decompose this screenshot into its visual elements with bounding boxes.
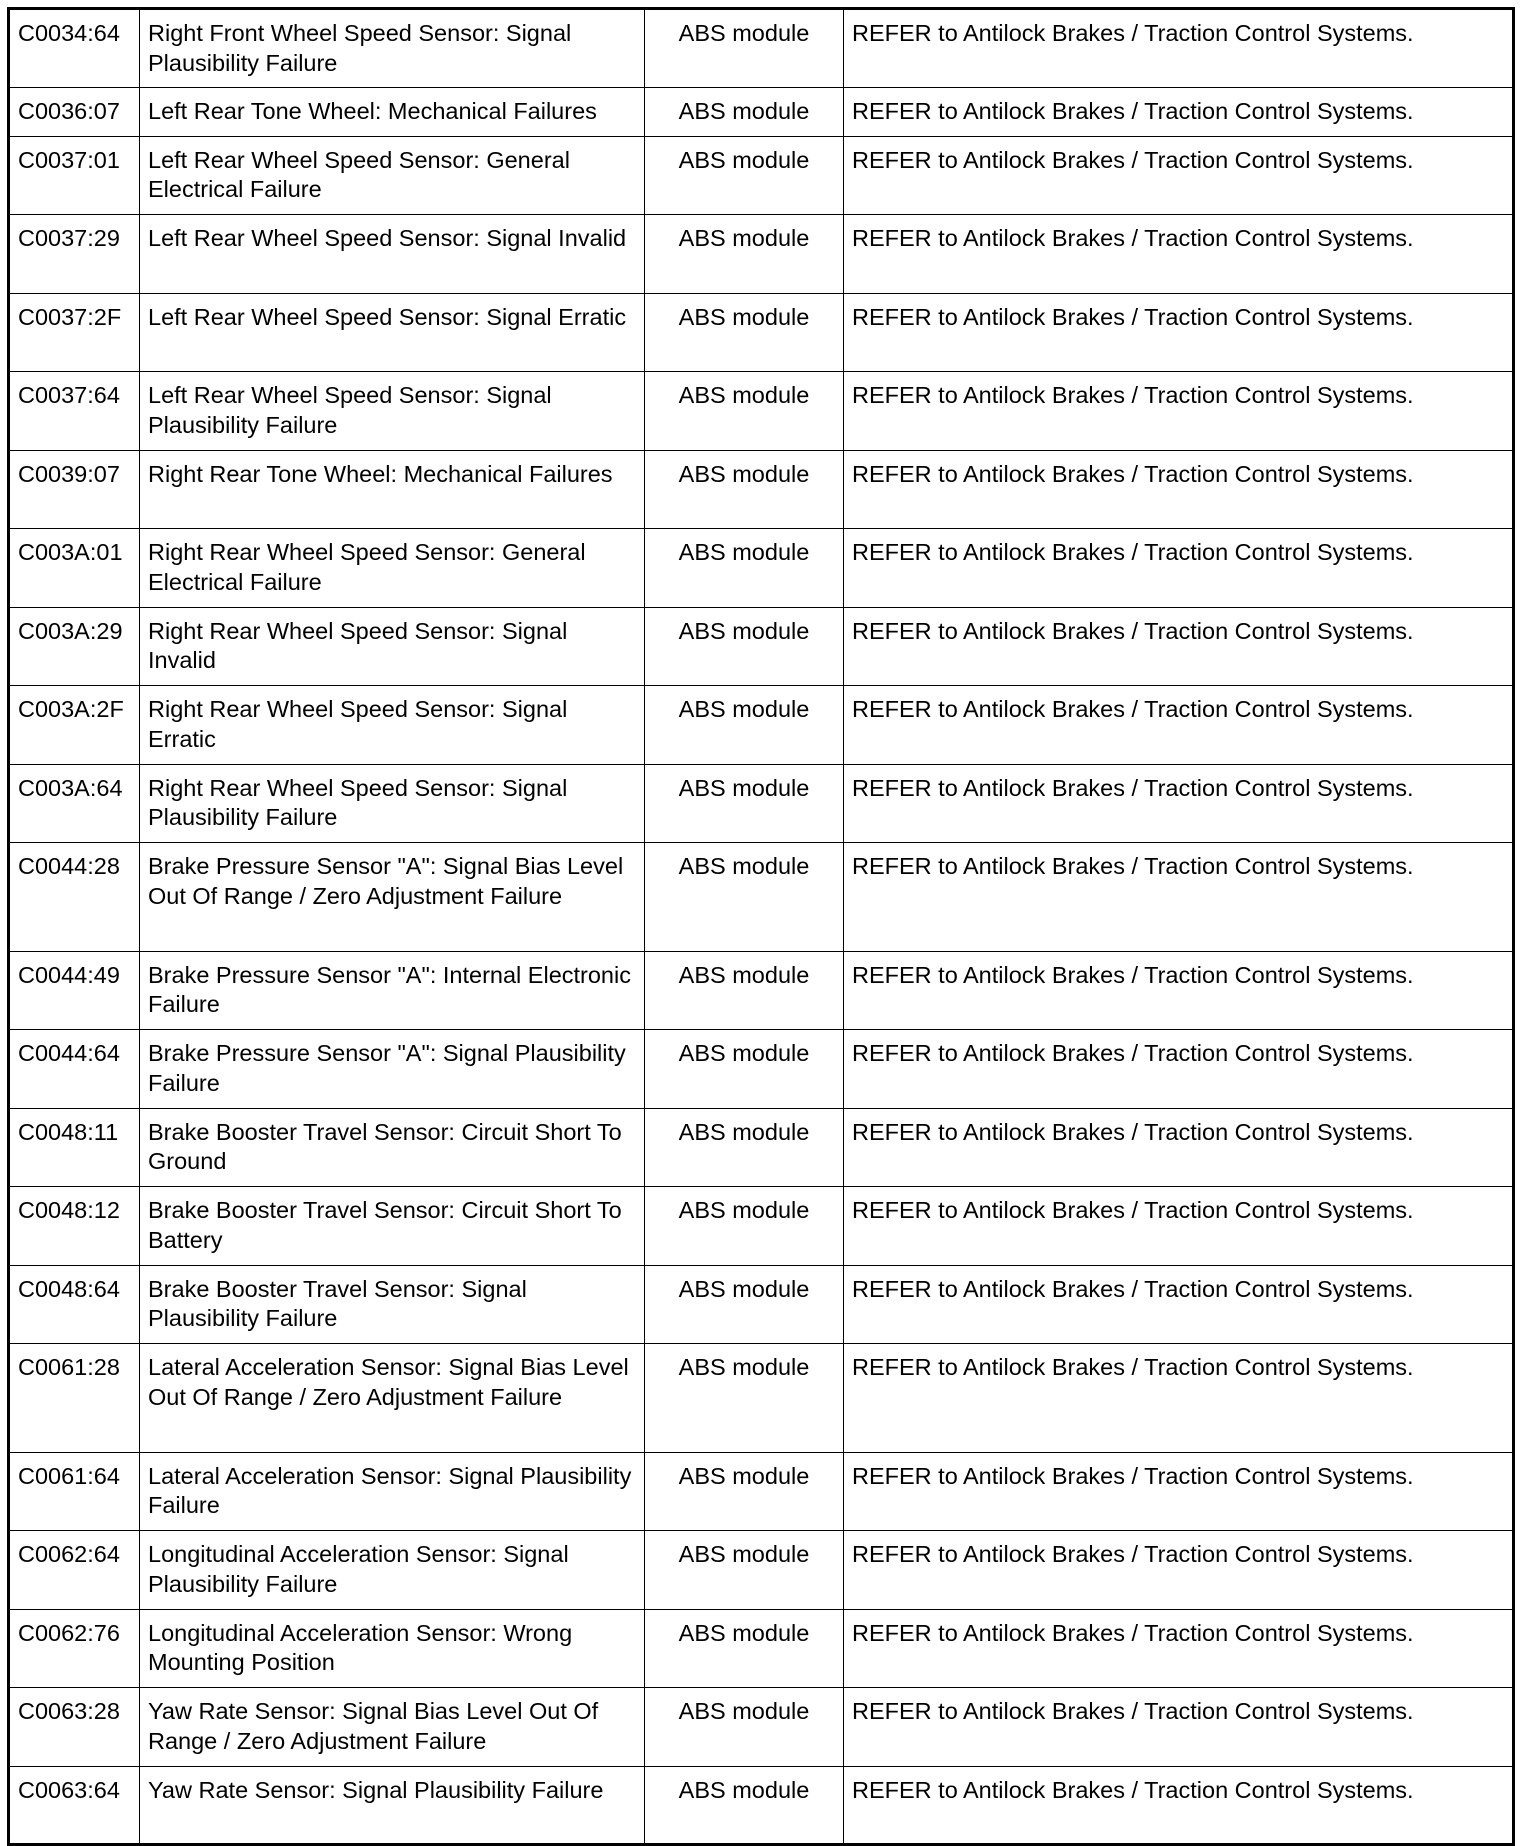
table-row: [9, 1531, 1514, 1610]
dtc-action-cell: REFER to Antilock Brakes / Traction Control Systems.: [844, 87, 1514, 136]
dtc-description-cell: Right Rear Wheel Speed Sensor: Signal Erratic: [140, 686, 645, 765]
dtc-description-cell: Right Rear Tone Wheel: Mechanical Failures: [140, 450, 645, 529]
table-row: [9, 1030, 1514, 1109]
dtc-code-cell: C0063:64: [9, 1766, 140, 1845]
dtc-module-cell: ABS module: [645, 1531, 844, 1610]
dtc-action-cell: REFER to Antilock Brakes / Traction Control Systems.: [844, 450, 1514, 529]
table-row: [9, 372, 1514, 451]
table-row: [9, 843, 1514, 952]
dtc-module-cell: ABS module: [645, 1187, 844, 1266]
dtc-description-cell: Left Rear Wheel Speed Sensor: Signal Invalid: [140, 215, 645, 294]
table-row: [9, 293, 1514, 372]
dtc-description-cell: Left Rear Wheel Speed Sensor: Signal Plausibility Failure: [140, 372, 645, 451]
dtc-description-cell: Lateral Acceleration Sensor: Signal Plausibility Failure: [140, 1452, 645, 1531]
dtc-module-cell: ABS module: [645, 293, 844, 372]
dtc-action-cell: REFER to Antilock Brakes / Traction Control Systems.: [844, 1108, 1514, 1187]
dtc-module-cell: ABS module: [645, 529, 844, 608]
dtc-description-cell: Longitudinal Acceleration Sensor: Signal Plausibility Failure: [140, 1531, 645, 1610]
dtc-module-cell: ABS module: [645, 1609, 844, 1688]
dtc-code-cell: C0034:64: [9, 9, 140, 88]
dtc-action-cell: REFER to Antilock Brakes / Traction Control Systems.: [844, 215, 1514, 294]
dtc-description-cell: Right Rear Wheel Speed Sensor: General Electrical Failure: [140, 529, 645, 608]
dtc-code-cell: C0062:64: [9, 1531, 140, 1610]
dtc-module-cell: ABS module: [645, 215, 844, 294]
dtc-description-cell: Right Front Wheel Speed Sensor: Signal Plausibility Failure: [140, 9, 645, 88]
dtc-action-cell: REFER to Antilock Brakes / Traction Control Systems.: [844, 951, 1514, 1030]
dtc-code-cell: C0036:07: [9, 87, 140, 136]
dtc-module-cell: ABS module: [645, 764, 844, 843]
table-row: [9, 1688, 1514, 1767]
dtc-description-cell: Brake Pressure Sensor "A": Internal Electronic Failure: [140, 951, 645, 1030]
dtc-module-cell: ABS module: [645, 136, 844, 215]
dtc-action-cell: REFER to Antilock Brakes / Traction Control Systems.: [844, 136, 1514, 215]
dtc-action-cell: REFER to Antilock Brakes / Traction Control Systems.: [844, 1609, 1514, 1688]
table-row: [9, 686, 1514, 765]
dtc-description-cell: Lateral Acceleration Sensor: Signal Bias Level Out Of Range / Zero Adjustment Failure: [140, 1344, 645, 1453]
table-row: [9, 87, 1514, 136]
dtc-description-cell: Right Rear Wheel Speed Sensor: Signal Invalid: [140, 607, 645, 686]
dtc-module-cell: ABS module: [645, 1344, 844, 1453]
dtc-module-cell: ABS module: [645, 951, 844, 1030]
dtc-description-cell: Brake Pressure Sensor "A": Signal Bias Level Out Of Range / Zero Adjustment Failure: [140, 843, 645, 952]
dtc-action-cell: REFER to Antilock Brakes / Traction Control Systems.: [844, 843, 1514, 952]
table-row: [9, 764, 1514, 843]
dtc-code-cell: C003A:2F: [9, 686, 140, 765]
table-row: [9, 1609, 1514, 1688]
dtc-description-cell: Brake Booster Travel Sensor: Circuit Short To Ground: [140, 1108, 645, 1187]
dtc-code-cell: C0061:64: [9, 1452, 140, 1531]
dtc-module-cell: ABS module: [645, 372, 844, 451]
dtc-description-cell: Yaw Rate Sensor: Signal Bias Level Out Of Range / Zero Adjustment Failure: [140, 1688, 645, 1767]
dtc-module-cell: ABS module: [645, 87, 844, 136]
table-row: [9, 1452, 1514, 1531]
dtc-module-cell: ABS module: [645, 9, 844, 88]
dtc-action-cell: REFER to Antilock Brakes / Traction Control Systems.: [844, 607, 1514, 686]
table-row: [9, 1187, 1514, 1266]
table-row: [9, 1108, 1514, 1187]
table-row: [9, 1344, 1514, 1453]
table-row: [9, 215, 1514, 294]
dtc-code-cell: C0037:29: [9, 215, 140, 294]
table-row: [9, 607, 1514, 686]
dtc-code-cell: C0044:28: [9, 843, 140, 952]
dtc-table: [7, 7, 1515, 1846]
table-row: [9, 136, 1514, 215]
dtc-action-cell: REFER to Antilock Brakes / Traction Control Systems.: [844, 1030, 1514, 1109]
dtc-code-cell: C0061:28: [9, 1344, 140, 1453]
dtc-code-cell: C0048:64: [9, 1265, 140, 1344]
dtc-code-cell: C0037:64: [9, 372, 140, 451]
dtc-action-cell: REFER to Antilock Brakes / Traction Control Systems.: [844, 1187, 1514, 1266]
dtc-code-cell: C0063:28: [9, 1688, 140, 1767]
dtc-code-cell: C0037:2F: [9, 293, 140, 372]
dtc-action-cell: REFER to Antilock Brakes / Traction Control Systems.: [844, 764, 1514, 843]
dtc-action-cell: REFER to Antilock Brakes / Traction Control Systems.: [844, 1344, 1514, 1453]
dtc-description-cell: Yaw Rate Sensor: Signal Plausibility Failure: [140, 1766, 645, 1845]
dtc-description-cell: Right Rear Wheel Speed Sensor: Signal Plausibility Failure: [140, 764, 645, 843]
dtc-module-cell: ABS module: [645, 686, 844, 765]
dtc-action-cell: REFER to Antilock Brakes / Traction Control Systems.: [844, 1452, 1514, 1531]
dtc-description-cell: Left Rear Wheel Speed Sensor: General Electrical Failure: [140, 136, 645, 215]
dtc-description-cell: Brake Pressure Sensor "A": Signal Plausibility Failure: [140, 1030, 645, 1109]
dtc-module-cell: ABS module: [645, 1265, 844, 1344]
dtc-code-cell: C0048:11: [9, 1108, 140, 1187]
dtc-module-cell: ABS module: [645, 1030, 844, 1109]
table-row: [9, 450, 1514, 529]
dtc-description-cell: Brake Booster Travel Sensor: Circuit Short To Battery: [140, 1187, 645, 1266]
dtc-code-cell: C003A:64: [9, 764, 140, 843]
dtc-action-cell: REFER to Antilock Brakes / Traction Control Systems.: [844, 9, 1514, 88]
dtc-action-cell: REFER to Antilock Brakes / Traction Control Systems.: [844, 686, 1514, 765]
dtc-description-cell: Brake Booster Travel Sensor: Signal Plausibility Failure: [140, 1265, 645, 1344]
dtc-code-cell: C003A:29: [9, 607, 140, 686]
dtc-action-cell: REFER to Antilock Brakes / Traction Control Systems.: [844, 1531, 1514, 1610]
dtc-code-cell: C0062:76: [9, 1609, 140, 1688]
dtc-action-cell: REFER to Antilock Brakes / Traction Control Systems.: [844, 1766, 1514, 1845]
dtc-table-body: [9, 9, 1514, 1845]
dtc-module-cell: ABS module: [645, 607, 844, 686]
dtc-module-cell: ABS module: [645, 450, 844, 529]
table-row: [9, 1265, 1514, 1344]
dtc-action-cell: REFER to Antilock Brakes / Traction Control Systems.: [844, 293, 1514, 372]
dtc-action-cell: REFER to Antilock Brakes / Traction Control Systems.: [844, 1265, 1514, 1344]
dtc-description-cell: Left Rear Wheel Speed Sensor: Signal Erratic: [140, 293, 645, 372]
dtc-action-cell: REFER to Antilock Brakes / Traction Control Systems.: [844, 1688, 1514, 1767]
dtc-code-cell: C003A:01: [9, 529, 140, 608]
dtc-description-cell: Longitudinal Acceleration Sensor: Wrong Mounting Position: [140, 1609, 645, 1688]
table-row: [9, 529, 1514, 608]
dtc-module-cell: ABS module: [645, 1766, 844, 1845]
dtc-module-cell: ABS module: [645, 1108, 844, 1187]
dtc-description-cell: Left Rear Tone Wheel: Mechanical Failures: [140, 87, 645, 136]
dtc-action-cell: REFER to Antilock Brakes / Traction Control Systems.: [844, 372, 1514, 451]
dtc-code-cell: C0044:64: [9, 1030, 140, 1109]
dtc-code-cell: C0048:12: [9, 1187, 140, 1266]
table-row: [9, 9, 1514, 88]
table-row: [9, 1766, 1514, 1845]
dtc-module-cell: ABS module: [645, 1452, 844, 1531]
dtc-action-cell: REFER to Antilock Brakes / Traction Control Systems.: [844, 529, 1514, 608]
dtc-code-cell: C0039:07: [9, 450, 140, 529]
dtc-code-cell: C0037:01: [9, 136, 140, 215]
dtc-module-cell: ABS module: [645, 843, 844, 952]
dtc-module-cell: ABS module: [645, 1688, 844, 1767]
table-row: [9, 951, 1514, 1030]
dtc-code-cell: C0044:49: [9, 951, 140, 1030]
